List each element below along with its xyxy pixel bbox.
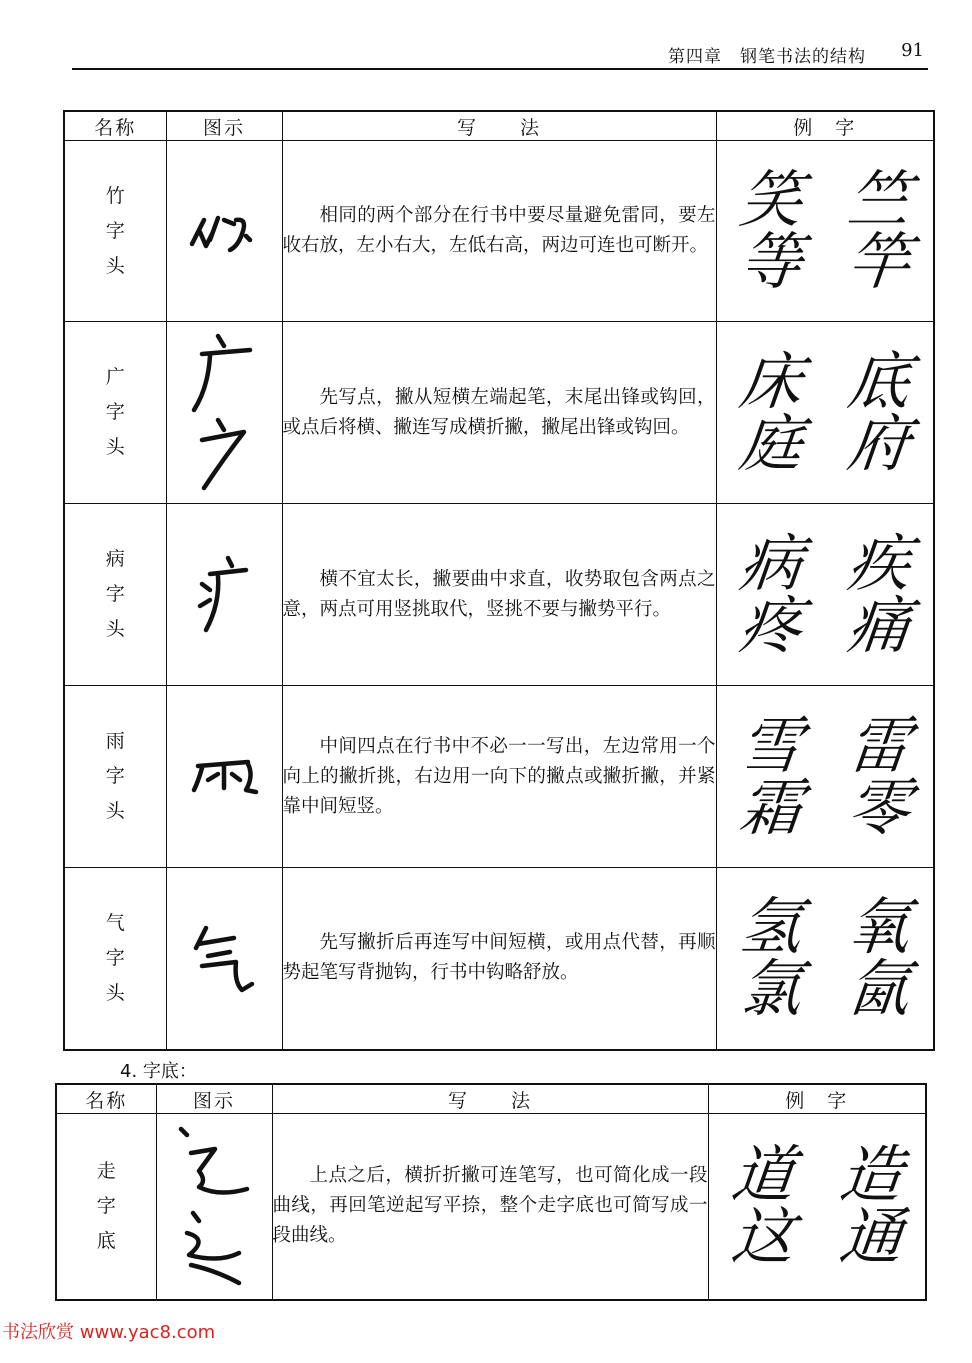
section-label: 4. 字底： — [120, 1061, 197, 1082]
radical-bottom-table — [55, 1083, 927, 1301]
writing-method: 先写撇折后再连写中间短横，或用点代替，再顺势起笔写背抛钩，行书中钩略舒放。 — [282, 868, 716, 1050]
col-name-header: 名称 — [64, 111, 166, 141]
example-char: 霜 — [735, 770, 806, 844]
col-examples-header: 例 字 — [716, 111, 934, 141]
example-characters — [708, 1114, 926, 1300]
example-char: 疼 — [735, 588, 806, 662]
col-method-header: 写 法 — [282, 111, 716, 141]
example-char: 零 — [844, 770, 914, 844]
table-row — [64, 504, 934, 686]
example-char: 造 — [836, 1138, 906, 1212]
table-row — [64, 868, 934, 1050]
air-radical-icon — [166, 868, 282, 1050]
bamboo-radical-icon — [166, 141, 282, 322]
page-number: 91 — [901, 40, 924, 61]
example-characters — [716, 141, 934, 322]
radical-name: 广 字 头 — [64, 322, 166, 504]
example-char: 氯 — [735, 952, 806, 1026]
example-char: 笑 — [735, 163, 806, 236]
writing-method: 中间四点在行书中不必一一写出，左边常用一个向上的撇折挑，右边用一向下的撇点或撇折撇，并紧靠中间短竖。 — [282, 686, 716, 868]
example-char: 雪 — [735, 708, 806, 782]
writing-method: 横不宜太长，撇要曲中求直，收势取包含两点之意，两点可用竖挑取代，竖挑不要与撇势平行。 — [282, 504, 716, 686]
radical-name: 病 字 头 — [64, 504, 166, 686]
radical-name: 竹 字 头 — [64, 141, 166, 322]
rain-radical-icon — [166, 686, 282, 868]
col-name-header: 名称 — [56, 1084, 156, 1114]
example-char: 底 — [844, 344, 914, 418]
example-characters — [716, 868, 934, 1050]
page-header — [72, 38, 928, 70]
example-char: 疾 — [844, 526, 914, 600]
radical-name: 气 字 头 — [64, 868, 166, 1050]
table-row — [64, 322, 934, 504]
chapter-title: 第四章 钢笔书法的结构 — [668, 47, 866, 67]
walk-radical-icon — [156, 1114, 272, 1300]
example-char: 病 — [735, 526, 806, 600]
writing-method: 上点之后，横折折撇可连笔写，也可简化成一段曲线，再回笔逆起写平捺，整个走字底也可简写成一段曲线。 — [272, 1114, 708, 1300]
example-char: 氢 — [735, 890, 806, 964]
example-char: 通 — [836, 1200, 906, 1274]
example-char: 氤 — [844, 952, 914, 1026]
col-diagram-header: 图示 — [156, 1084, 272, 1114]
example-characters — [716, 686, 934, 868]
col-examples-header: 例 字 — [708, 1084, 926, 1114]
example-char: 等 — [735, 225, 806, 298]
shelter-radical-icon — [166, 322, 282, 504]
table-row — [64, 141, 934, 322]
example-char: 床 — [735, 344, 806, 418]
writing-method: 相同的两个部分在行书中要尽量避免雷同，要左收右放，左小右大，左低右高，两边可连也可断开。 — [282, 141, 716, 322]
example-char: 痛 — [844, 588, 914, 662]
table-row — [56, 1114, 926, 1300]
example-characters — [716, 322, 934, 504]
example-char: 雷 — [844, 708, 914, 782]
table-header-row — [64, 111, 934, 141]
table-header-row — [56, 1084, 926, 1114]
col-method-header: 写 法 — [272, 1084, 708, 1114]
site-watermark: 书法欣赏 www.yac8.com — [2, 1322, 216, 1343]
radical-name: 雨 字 头 — [64, 686, 166, 868]
example-char: 道 — [727, 1138, 798, 1212]
example-char: 氧 — [844, 890, 914, 964]
col-diagram-header: 图示 — [166, 111, 282, 141]
example-char: 竺 — [844, 163, 914, 236]
table-row — [64, 686, 934, 868]
example-char: 这 — [727, 1200, 798, 1274]
radical-top-table — [63, 110, 935, 1051]
writing-method: 先写点，撇从短横左端起笔，末尾出锋或钩回，或点后将横、撇连写成横折撇，撇尾出锋或钩回。 — [282, 322, 716, 504]
example-char: 竿 — [844, 225, 914, 298]
example-characters — [716, 504, 934, 686]
example-char: 府 — [844, 406, 914, 480]
example-char: 庭 — [735, 406, 806, 480]
sickness-radical-icon — [166, 504, 282, 686]
radical-name: 走 字 底 — [56, 1114, 156, 1300]
